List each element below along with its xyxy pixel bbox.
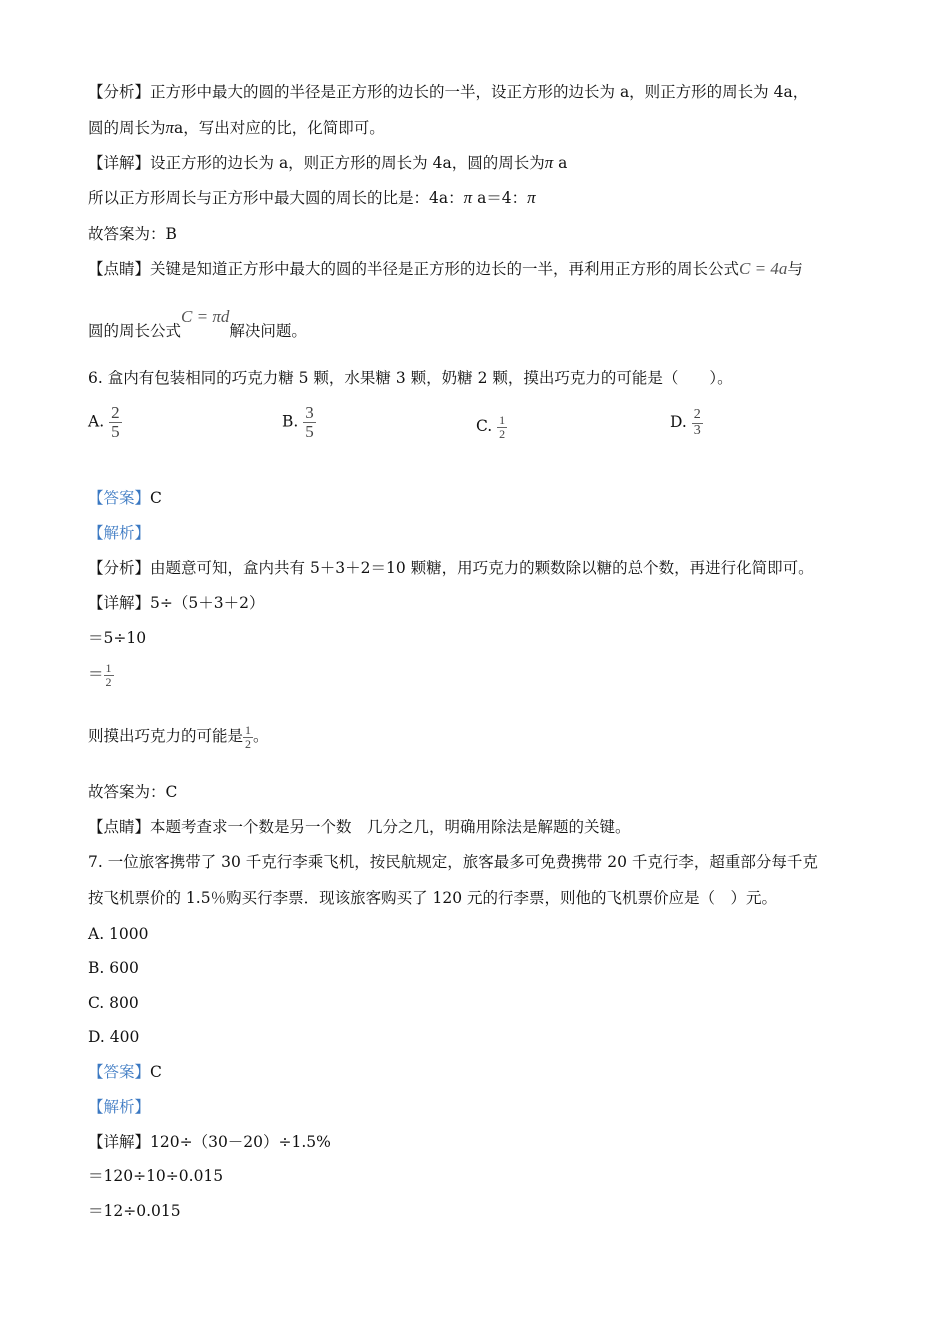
q6-answer: 【答案】C xyxy=(88,489,162,507)
q6-result-line: 则摸出巧克力的可能是 $\frac{1}{2}$ 。 xyxy=(88,723,269,751)
q5-comment-line-2: 圆的周长公式C = πd解决问题。 xyxy=(88,307,307,340)
q7-option-a: A. 1000 xyxy=(88,925,149,943)
q6-detail-line-3: ＝ $\frac{1}{2}$ xyxy=(88,661,112,689)
fraction: $\frac{3}{5}$ xyxy=(305,403,314,441)
q6-detail-line-1: 【详解】5÷（5＋3＋2） xyxy=(88,594,265,612)
q6-option-c: C. $\frac{1}{2}$ xyxy=(476,413,506,441)
comment-tag: 【点睛】 xyxy=(88,260,151,278)
q5-analysis-line-1: 【分析】正方形中最大的圆的半径是正方形的边长的一半，设正方形的边长为 a，则正方形的周长为 4a， xyxy=(88,83,809,101)
q6-option-a: A. $\frac{2}{5}$ xyxy=(88,403,120,441)
q7-option-c: C. 800 xyxy=(88,994,139,1012)
q7-answer: 【答案】C xyxy=(88,1063,162,1081)
q6-option-b: B. $\frac{3}{5}$ xyxy=(282,403,314,441)
analysis-tag: 【分析】 xyxy=(88,83,151,101)
analysis-tag: 【分析】 xyxy=(88,559,151,577)
q6-question: 6. 盒内有包装相同的巧克力糖 5 颗，水果糖 3 颗，奶糖 2 颗，摸出巧克力的可能是（ ）。 xyxy=(88,369,733,387)
fraction: $\frac{2}{5}$ xyxy=(111,403,120,441)
pi-symbol: π xyxy=(165,118,175,137)
answer-tag: 【答案】 xyxy=(88,489,151,507)
q7-option-b: B. 600 xyxy=(88,959,139,977)
detail-tag: 【详解】 xyxy=(88,594,151,612)
q5-detail-line-2: 所以正方形周长与正方形中最大圆的周长的比是：4a：π a＝4：π xyxy=(88,188,536,207)
q7-solution-tag: 【解析】 xyxy=(88,1098,151,1116)
pi-symbol: π xyxy=(527,188,536,207)
q7-option-d: D. 400 xyxy=(88,1028,140,1046)
q7-question-line-2: 按飞机票价的 1.5％购买行李票．现该旅客购买了 120 元的行李票，则他的飞机票价应是（ ）元。 xyxy=(88,889,778,907)
square-perimeter-formula: C = 4a xyxy=(739,259,788,278)
pi-symbol: π xyxy=(544,153,554,172)
q7-question-line-1: 7. 一位旅客携带了 30 千克行李乘飞机，按民航规定，旅客最多可免费携带 20 千克行李，超重部分每千克 xyxy=(88,853,818,871)
answer-tag: 【答案】 xyxy=(88,1063,151,1081)
q6-analysis: 【分析】由题意可知，盒内共有 5＋3＋2＝10 颗糖，用巧克力的颗数除以糖的总个数，再进行化简即可。 xyxy=(88,559,814,577)
q7-detail-line-2: ＝120÷10÷0.015 xyxy=(88,1167,224,1185)
circle-circumference-formula: C = πd xyxy=(181,307,230,326)
fraction: $\frac{1}{2}$ xyxy=(105,661,112,689)
q6-comment: 【点睛】本题考查求一个数是另一个数 几分之几，明确用除法是解题的关键。 xyxy=(88,818,631,836)
comment-tag: 【点睛】 xyxy=(88,818,151,836)
q5-answer-line: 故答案为：B xyxy=(88,225,177,243)
q7-detail-line-1: 【详解】120÷（30－20）÷1.5% xyxy=(88,1133,331,1151)
q5-analysis-line-2: 圆的周长为πa，写出对应的比，化简即可。 xyxy=(88,118,385,137)
q5-detail-line-1: 【详解】设正方形的边长为 a，则正方形的周长为 4a，圆的周长为π a xyxy=(88,153,568,172)
q6-answer-line: 故答案为：C xyxy=(88,783,178,801)
q5-comment-line-1: 【点睛】关键是知道正方形中最大的圆的半径是正方形的边长的一半，再利用正方形的周长公式C = 4a与 xyxy=(88,259,803,278)
q7-detail-line-3: ＝12÷0.015 xyxy=(88,1202,181,1220)
pi-symbol: π xyxy=(463,188,473,207)
fraction: $\frac{1}{2}$ xyxy=(499,413,506,441)
detail-tag: 【详解】 xyxy=(88,154,151,172)
fraction: $\frac{1}{2}$ xyxy=(245,723,252,751)
q6-solution-tag: 【解析】 xyxy=(88,524,151,542)
fraction: $\frac{2}{3}$ xyxy=(693,407,701,438)
q6-detail-line-2: ＝5÷10 xyxy=(88,629,147,647)
q6-option-d: D. $\frac{2}{3}$ xyxy=(670,407,701,438)
detail-tag: 【详解】 xyxy=(88,1133,151,1151)
